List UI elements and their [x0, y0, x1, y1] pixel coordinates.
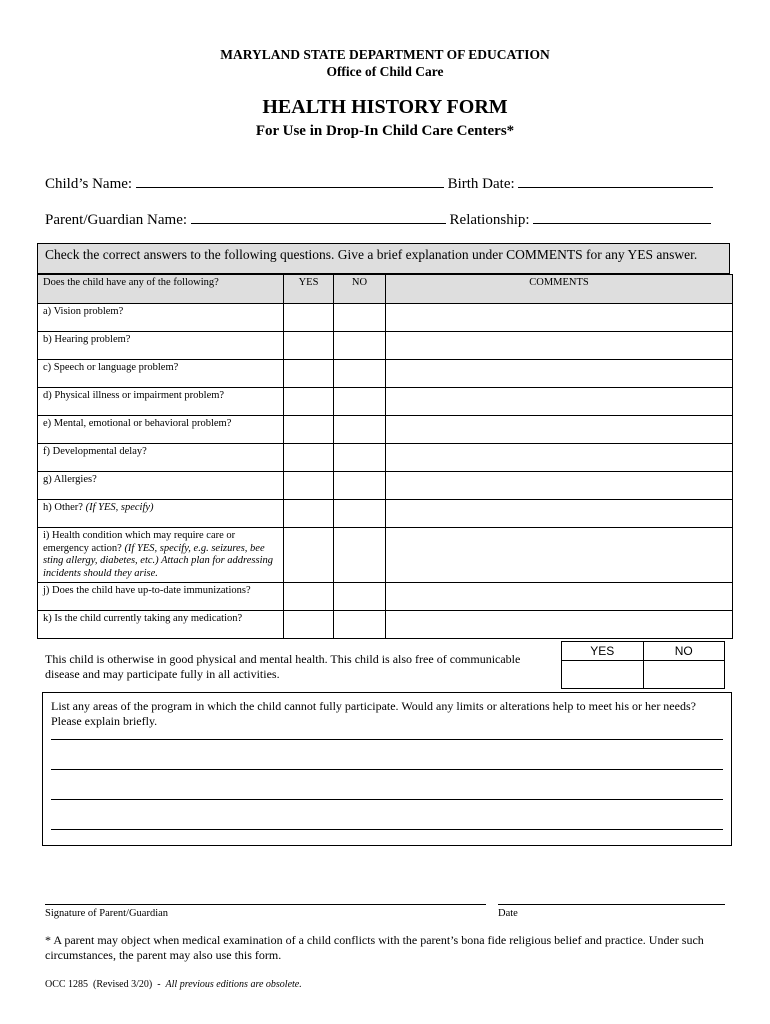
participation-prompt: List any areas of the program in which the child cannot fully participate. Would any limits or alterations help to meet his or her needs? Please explain briefly. — [51, 699, 696, 728]
yes-cell[interactable] — [284, 332, 334, 360]
table-header-row — [38, 275, 733, 304]
yes-cell[interactable] — [284, 472, 334, 500]
child-name-input[interactable] — [136, 173, 444, 188]
date-label: Date — [498, 908, 518, 919]
form-subtitle: For Use in Drop-In Child Care Centers* — [255, 123, 515, 139]
participation-answer-line[interactable] — [51, 799, 723, 800]
no-cell[interactable] — [334, 472, 386, 500]
statement-no-label: NO — [643, 642, 725, 661]
participation-answer-line[interactable] — [51, 829, 723, 830]
signature-line[interactable] — [45, 904, 486, 905]
no-header: NO — [334, 275, 386, 304]
no-cell[interactable] — [334, 444, 386, 472]
no-cell[interactable] — [334, 500, 386, 528]
table-row — [38, 472, 733, 500]
question-cell: e) Mental, emotional or behavioral problem? — [38, 416, 284, 444]
birth-date-input[interactable] — [518, 173, 713, 188]
table-row — [38, 500, 733, 528]
question-header: Does the child have any of the following? — [38, 275, 284, 304]
participation-answer-line[interactable] — [51, 769, 723, 770]
comments-cell[interactable] — [386, 360, 733, 388]
yes-cell[interactable] — [284, 500, 334, 528]
question-cell: a) Vision problem? — [38, 304, 284, 332]
no-cell[interactable] — [334, 583, 386, 611]
health-statement: This child is otherwise in good physical and mental health. This child is also free of communicable disease and may participate fully in all activities. — [45, 652, 521, 681]
office-name: Office of Child Care — [326, 64, 444, 79]
yes-cell[interactable] — [284, 528, 334, 583]
child-name-label: Child’s Name: — [45, 176, 133, 192]
question-cell: g) Allergies? — [38, 472, 284, 500]
child-name-row — [45, 173, 713, 193]
participation-answer-line[interactable] — [51, 739, 723, 740]
table-row — [38, 388, 733, 416]
form-title: HEALTH HISTORY FORM — [262, 96, 508, 118]
statement-yes-label: YES — [562, 642, 644, 661]
comments-cell[interactable] — [386, 611, 733, 639]
no-cell[interactable] — [334, 304, 386, 332]
comments-cell[interactable] — [386, 528, 733, 583]
table-row — [38, 444, 733, 472]
statement-yes-box[interactable] — [562, 661, 644, 689]
comments-cell[interactable] — [386, 472, 733, 500]
question-cell: d) Physical illness or impairment problem? — [38, 388, 284, 416]
comments-cell[interactable] — [386, 332, 733, 360]
religious-exemption-footnote: * A parent may object when medical examination of a child conflicts with the parent’s bona fide religious belief and practice. Under such circumstances, the parent may also use this form. — [45, 933, 704, 962]
table-row — [38, 332, 733, 360]
comments-cell[interactable] — [386, 388, 733, 416]
yes-cell[interactable] — [284, 360, 334, 388]
comments-cell[interactable] — [386, 500, 733, 528]
form-id: OCC 1285 (Revised 3/20) - All previous editions are obsolete. — [45, 979, 302, 990]
question-cell: h) Other? (If YES, specify) — [38, 500, 284, 528]
table-row — [38, 416, 733, 444]
no-cell[interactable] — [334, 360, 386, 388]
comments-header: COMMENTS — [386, 275, 733, 304]
question-cell: i) Health condition which may require care or emergency action? (If YES, specify, e.g. seizures, bee sting allergy, diabetes, etc.) Attach plan for addressing incidents should they arise. — [38, 528, 284, 583]
yes-header: YES — [284, 275, 334, 304]
no-cell[interactable] — [334, 388, 386, 416]
comments-cell[interactable] — [386, 583, 733, 611]
no-cell[interactable] — [334, 332, 386, 360]
health-question-table — [37, 274, 733, 639]
table-row — [38, 611, 733, 639]
question-cell: j) Does the child have up-to-date immunizations? — [38, 583, 284, 611]
yes-cell[interactable] — [284, 304, 334, 332]
question-cell: b) Hearing problem? — [38, 332, 284, 360]
signature-label: Signature of Parent/Guardian — [45, 908, 169, 919]
table-row — [38, 360, 733, 388]
department-name: MARYLAND STATE DEPARTMENT OF EDUCATION — [220, 47, 550, 62]
date-line[interactable] — [498, 904, 725, 905]
instructions-banner: Check the correct answers to the following questions. Give a brief explanation under COMMENTS for any YES answer. — [37, 243, 730, 274]
question-cell: c) Speech or language problem? — [38, 360, 284, 388]
yes-cell[interactable] — [284, 611, 334, 639]
no-cell[interactable] — [334, 611, 386, 639]
comments-cell[interactable] — [386, 444, 733, 472]
yes-cell[interactable] — [284, 583, 334, 611]
question-cell: f) Developmental delay? — [38, 444, 284, 472]
parent-name-row — [45, 209, 711, 229]
comments-cell[interactable] — [386, 416, 733, 444]
relationship-label: Relationship: — [449, 212, 530, 228]
no-cell[interactable] — [334, 416, 386, 444]
birth-date-label: Birth Date: — [447, 176, 515, 192]
no-cell[interactable] — [334, 528, 386, 583]
yes-cell[interactable] — [284, 416, 334, 444]
comments-cell[interactable] — [386, 304, 733, 332]
table-row — [38, 583, 733, 611]
parent-name-input[interactable] — [191, 209, 446, 224]
table-row — [38, 304, 733, 332]
yes-cell[interactable] — [284, 444, 334, 472]
parent-name-label: Parent/Guardian Name: — [45, 212, 188, 228]
participation-box — [42, 692, 732, 846]
statement-no-box[interactable] — [643, 661, 725, 689]
table-row — [38, 528, 733, 583]
relationship-input[interactable] — [533, 209, 711, 224]
question-cell: k) Is the child currently taking any medication? — [38, 611, 284, 639]
yes-cell[interactable] — [284, 388, 334, 416]
health-statement-yes-no — [561, 641, 725, 689]
